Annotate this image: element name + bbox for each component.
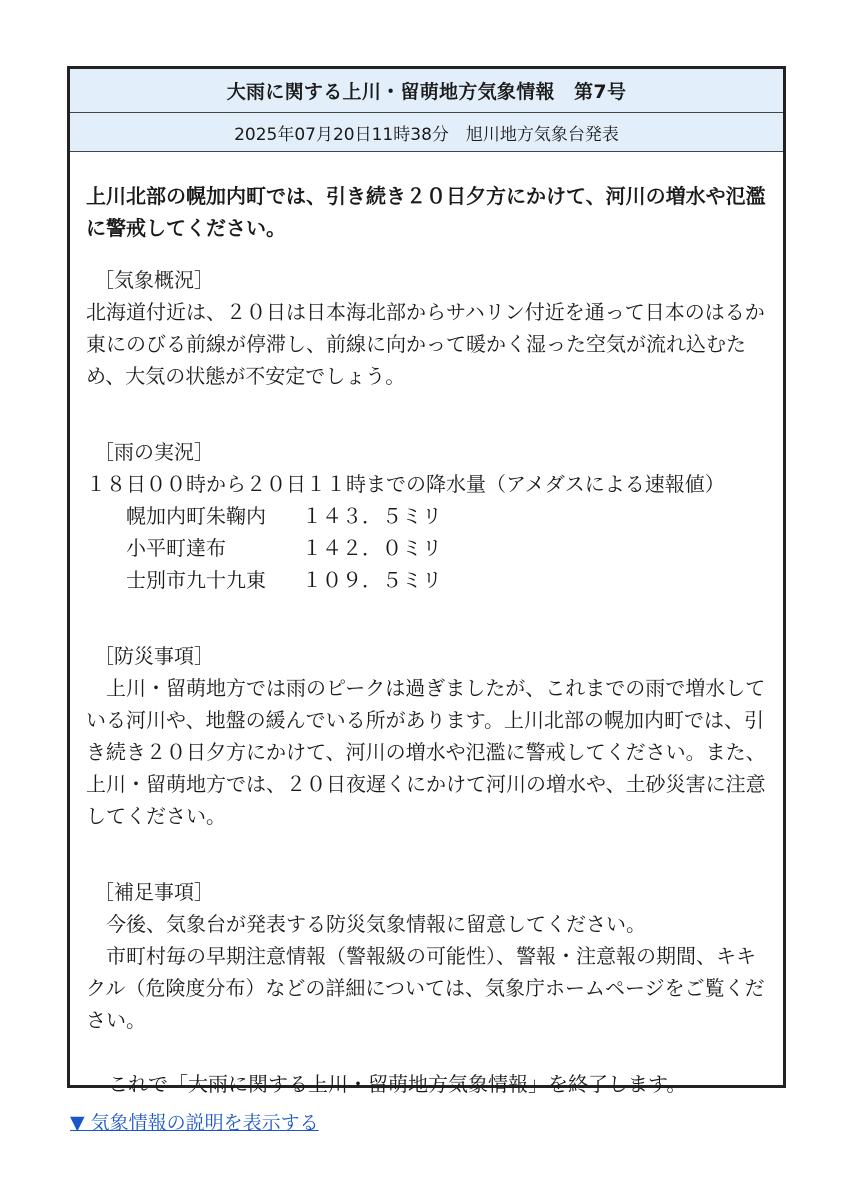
- rain-actual-title: ［雨の実況］: [94, 440, 214, 464]
- rain-place: 士別市九十九東: [126, 568, 266, 592]
- rain-place: 幌加内町朱鞠内: [126, 504, 266, 528]
- weather-overview-title: ［気象概況］: [94, 268, 214, 292]
- disaster-prevention-title: ［防災事項］: [94, 644, 214, 668]
- rain-row: [86, 532, 773, 564]
- weather-overview-text: 北海道付近は、２０日は日本海北部からサハリン付近を通って日本のはるか東にのびる前線が停滞し、前線に向かって暖かく湿った空気が流れ込むため、大気の状態が不安定でしょう。: [86, 300, 765, 388]
- rain-amount: １４２．０ミリ: [302, 536, 442, 560]
- supplementary-title: ［補足事項］: [94, 880, 214, 904]
- rain-place: 小平町達布: [126, 536, 226, 560]
- bulletin-body: [70, 152, 783, 1100]
- weather-bulletin: [67, 66, 786, 1096]
- rain-amount: １０９．５ミリ: [302, 568, 442, 592]
- rain-actual-intro: １８日００時から２０日１１時までの降水量（アメダスによる速報値）: [86, 472, 725, 496]
- rain-row: [86, 564, 773, 596]
- rain-amount: １４３．５ミリ: [302, 504, 442, 528]
- supplementary-text-1: 今後、気象台が発表する防災気象情報に留意してください。: [106, 912, 646, 936]
- rain-row: [86, 500, 773, 532]
- show-explanation-link[interactable]: ▼ 気象情報の説明を表示する: [70, 1112, 319, 1134]
- issued-line: 2025年07月20日11時38分 旭川地方気象台発表: [70, 113, 783, 152]
- disaster-prevention-text: 上川・留萌地方では雨のピークは過ぎましたが、これまでの雨で増水している河川や、地盤の緩んでいる所があります。上川北部の幌加内町では、引き続き２０日夕方にかけて、河川の増水や氾濫に警戒してください。また、上川・留萌地方では、２０日夜遅くにかけて河川の増水や、土砂災害に注意してください。: [86, 676, 766, 828]
- headline: 上川北部の幌加内町では、引き続き２０日夕方にかけて、河川の増水や氾濫に警戒してください。: [86, 184, 766, 240]
- supplementary-text-2: 市町村毎の早期注意情報（警報級の可能性）、警報・注意報の期間、キキクル（危険度分布）などの詳細については、気象庁ホームページをご覧ください。: [86, 944, 765, 1032]
- bulletin-title: 大雨に関する上川・留萌地方気象情報 第7号: [70, 69, 783, 113]
- closing-text: これで「大雨に関する上川・留萌地方気象情報」を終了します。: [108, 1072, 687, 1096]
